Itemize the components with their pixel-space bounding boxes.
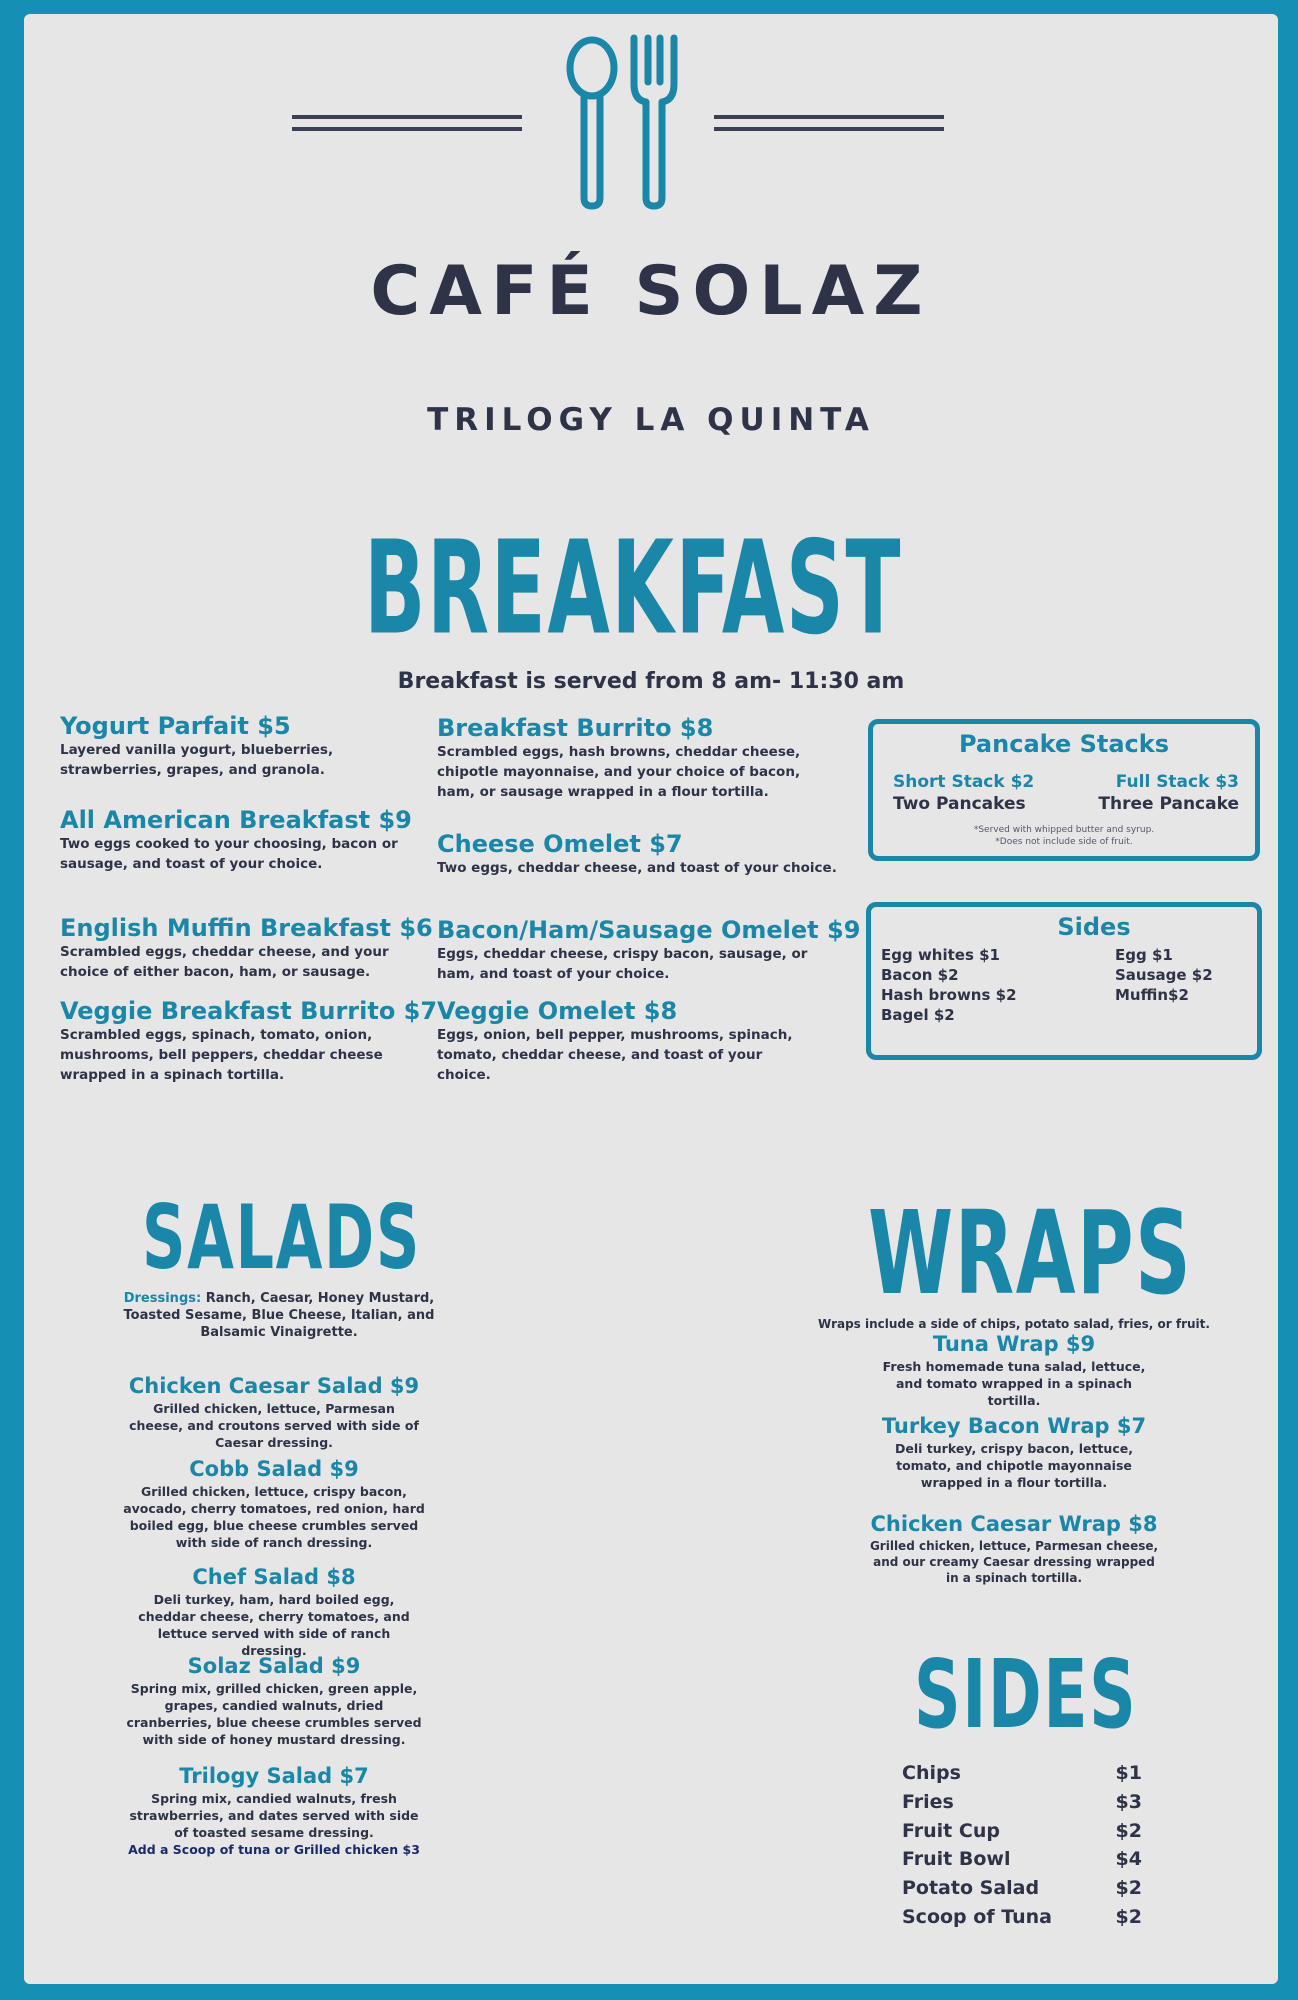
sides-row: [902, 1820, 1142, 1842]
breakfast-item: [60, 997, 438, 1085]
salad-item: [104, 1654, 444, 1748]
short-stack-desc: Two Pancakes: [893, 794, 1026, 814]
breakfast-item: [60, 806, 420, 874]
full-stack: [1098, 772, 1239, 814]
item-desc: Eggs, cheddar cheese, crispy bacon, sausage, or ham, and toast of your choice.: [437, 946, 808, 982]
side-name: Chips: [902, 1762, 961, 1784]
item-desc: Deli turkey, ham, hard boiled egg, cheddar cheese, cherry tomatoes, and lettuce served with side of ranch dressing.: [138, 1592, 410, 1658]
item-name: Breakfast Burrito $8: [437, 714, 714, 742]
breakfast-sides-left: [881, 945, 1017, 1025]
pancake-stacks-title: Pancake Stacks: [958, 730, 1170, 758]
wrap-item: [844, 1332, 1184, 1409]
pancake-note: [873, 824, 1255, 848]
item-desc: Eggs, onion, bell pepper, mushrooms, spinach, tomato, cheddar cheese, and toast of your choice.: [437, 1027, 793, 1083]
side-name: Potato Salad: [902, 1877, 1040, 1899]
item-desc: Scrambled eggs, hash browns, cheddar cheese, chipotle mayonnaise, and your choice of bacon, ham, or sausage wrapped in a flour tortilla.: [437, 744, 801, 800]
salad-item: [104, 1764, 444, 1858]
item-name: Veggie Breakfast Burrito $7: [60, 997, 438, 1025]
item-name: Cobb Salad $9: [189, 1457, 359, 1481]
salads-addon: Add a Scoop of tuna or Grilled chicken $3: [128, 1842, 420, 1857]
item-name: Yogurt Parfait $5: [60, 712, 291, 740]
sides-row: [902, 1848, 1142, 1870]
side-item: Muffin$2: [1115, 986, 1189, 1004]
item-desc: Layered vanilla yogurt, blueberries, strawberries, grapes, and granola.: [60, 742, 334, 778]
item-name: All American Breakfast $9: [60, 806, 412, 834]
item-name: Chicken Caesar Salad $9: [128, 1374, 420, 1398]
breakfast-item: [437, 997, 837, 1085]
side-name: Fruit Bowl: [902, 1848, 1011, 1870]
sides-row: [902, 1791, 1142, 1813]
page-title: CAFÉ SOLAZ: [370, 252, 932, 331]
breakfast-item: [437, 830, 837, 878]
fork-spoon-icon: [562, 30, 682, 214]
header-rule-right-top: [714, 115, 944, 119]
item-name: English Muffin Breakfast $6: [60, 914, 433, 942]
salad-item: [104, 1565, 444, 1659]
full-stack-label: Full Stack $3: [1115, 772, 1239, 792]
side-item: Bacon $2: [881, 966, 959, 984]
full-stack-desc: Three Pancake: [1098, 794, 1239, 814]
side-price: $3: [1115, 1791, 1142, 1813]
side-item: Egg $1: [1115, 946, 1173, 964]
item-desc: Grilled chicken, lettuce, crispy bacon, avocado, cherry tomatoes, red onion, hard boiled egg, blue cheese crumbles served with side of ranch dressing.: [123, 1484, 425, 1550]
side-item: Sausage $2: [1115, 966, 1213, 984]
side-item: Egg whites $1: [881, 946, 1000, 964]
item-desc: Grilled chicken, lettuce, Parmesan cheese, and our creamy Caesar dressing wrapped in a spinach tortilla.: [869, 1539, 1159, 1585]
item-name: Turkey Bacon Wrap $7: [881, 1414, 1147, 1438]
item-desc: Scrambled eggs, spinach, tomato, onion, mushrooms, bell peppers, cheddar cheese wrapped in a spinach tortilla.: [60, 1027, 383, 1083]
side-item: Bagel $2: [881, 1006, 955, 1024]
side-name: Fries: [902, 1791, 954, 1813]
item-name: Chicken Caesar Wrap $8: [870, 1512, 1158, 1536]
wrap-item: [844, 1512, 1184, 1586]
short-stack-label: Short Stack $2: [893, 772, 1035, 792]
item-name: Bacon/Ham/Sausage Omelet $9: [437, 916, 861, 944]
breakfast-item: [60, 914, 433, 982]
side-name: Fruit Cup: [902, 1820, 1000, 1842]
item-desc: Spring mix, candied walnuts, fresh strawberries, and dates served with side of toasted sesame dressing.: [129, 1791, 419, 1840]
pancake-note-2: *Does not include side of fruit.: [995, 837, 1133, 847]
item-name: Cheese Omelet $7: [437, 830, 683, 858]
item-desc: Two eggs, cheddar cheese, and toast of your choice.: [437, 860, 837, 876]
menu-paper: [24, 14, 1278, 1984]
item-name: Veggie Omelet $8: [437, 997, 678, 1025]
wraps-heading: WRAPS: [868, 1186, 1193, 1321]
dressings-text: Ranch, Caesar, Honey Mustard, Toasted Sesame, Blue Cheese, Italian, and Balsamic Vinaigrette.: [123, 1291, 435, 1340]
item-desc: Scrambled eggs, cheddar cheese, and your choice of either bacon, ham, or sausage.: [60, 944, 389, 980]
sides-list: [902, 1762, 1142, 1942]
side-price: $2: [1115, 1820, 1142, 1842]
page-subtitle: TRILOGY LA QUINTA: [427, 402, 875, 438]
breakfast-heading: BREAKFAST: [364, 514, 903, 664]
item-desc: Spring mix, grilled chicken, green apple, grapes, candied walnuts, dried cranberries, blue cheese crumbles served with side of honey mustard dressing.: [126, 1681, 422, 1747]
sides-row: [902, 1906, 1142, 1928]
salad-item: [104, 1457, 444, 1551]
sides-row: [902, 1762, 1142, 1784]
breakfast-sides-right: [1115, 945, 1213, 1005]
breakfast-sides-box: [866, 902, 1262, 1060]
breakfast-sides-title: Sides: [1057, 913, 1131, 941]
side-price: $2: [1115, 1877, 1142, 1899]
breakfast-item: [60, 712, 420, 780]
breakfast-item: [437, 714, 837, 802]
header-rule-right-bottom: [714, 127, 944, 131]
sides-row: [902, 1877, 1142, 1899]
salads-dressings: [114, 1290, 444, 1341]
breakfast-item: [437, 916, 861, 984]
item-name: Solaz Salad $9: [187, 1654, 361, 1678]
wrap-item: [844, 1414, 1184, 1491]
header-rule-left-top: [292, 115, 522, 119]
salad-item: [104, 1374, 444, 1451]
pancake-stacks-box: [868, 719, 1260, 861]
side-name: Scoop of Tuna: [902, 1906, 1052, 1928]
salads-heading: SALADS: [142, 1186, 421, 1289]
item-name: Trilogy Salad $7: [179, 1764, 369, 1788]
item-name: Chef Salad $8: [192, 1565, 356, 1589]
side-price: $4: [1115, 1848, 1142, 1870]
wraps-note: Wraps include a side of chips, potato salad, fries, or fruit.: [818, 1317, 1210, 1331]
sides-heading: SIDES: [914, 1640, 1138, 1751]
breakfast-hours: Breakfast is served from 8 am- 11:30 am: [397, 669, 905, 694]
dressings-label: Dressings:: [123, 1291, 202, 1306]
item-desc: Deli turkey, crispy bacon, lettuce, tomato, and chipotle mayonnaise wrapped in a flour tortilla.: [895, 1441, 1133, 1490]
side-price: $2: [1115, 1906, 1142, 1928]
item-name: Tuna Wrap $9: [932, 1332, 1096, 1356]
side-item: Hash browns $2: [881, 986, 1017, 1004]
short-stack: [893, 772, 1034, 814]
item-desc: Fresh homemade tuna salad, lettuce, and tomato wrapped in a spinach tortilla.: [882, 1359, 1146, 1408]
header-rule-left-bottom: [292, 127, 522, 131]
side-price: $1: [1115, 1762, 1142, 1784]
pancake-note-1: *Served with whipped butter and syrup.: [973, 825, 1155, 835]
item-desc: Grilled chicken, lettuce, Parmesan cheese, and croutons served with side of Caesar dressing.: [129, 1401, 419, 1450]
item-desc: Two eggs cooked to your choosing, bacon or sausage, and toast of your choice.: [60, 836, 398, 872]
